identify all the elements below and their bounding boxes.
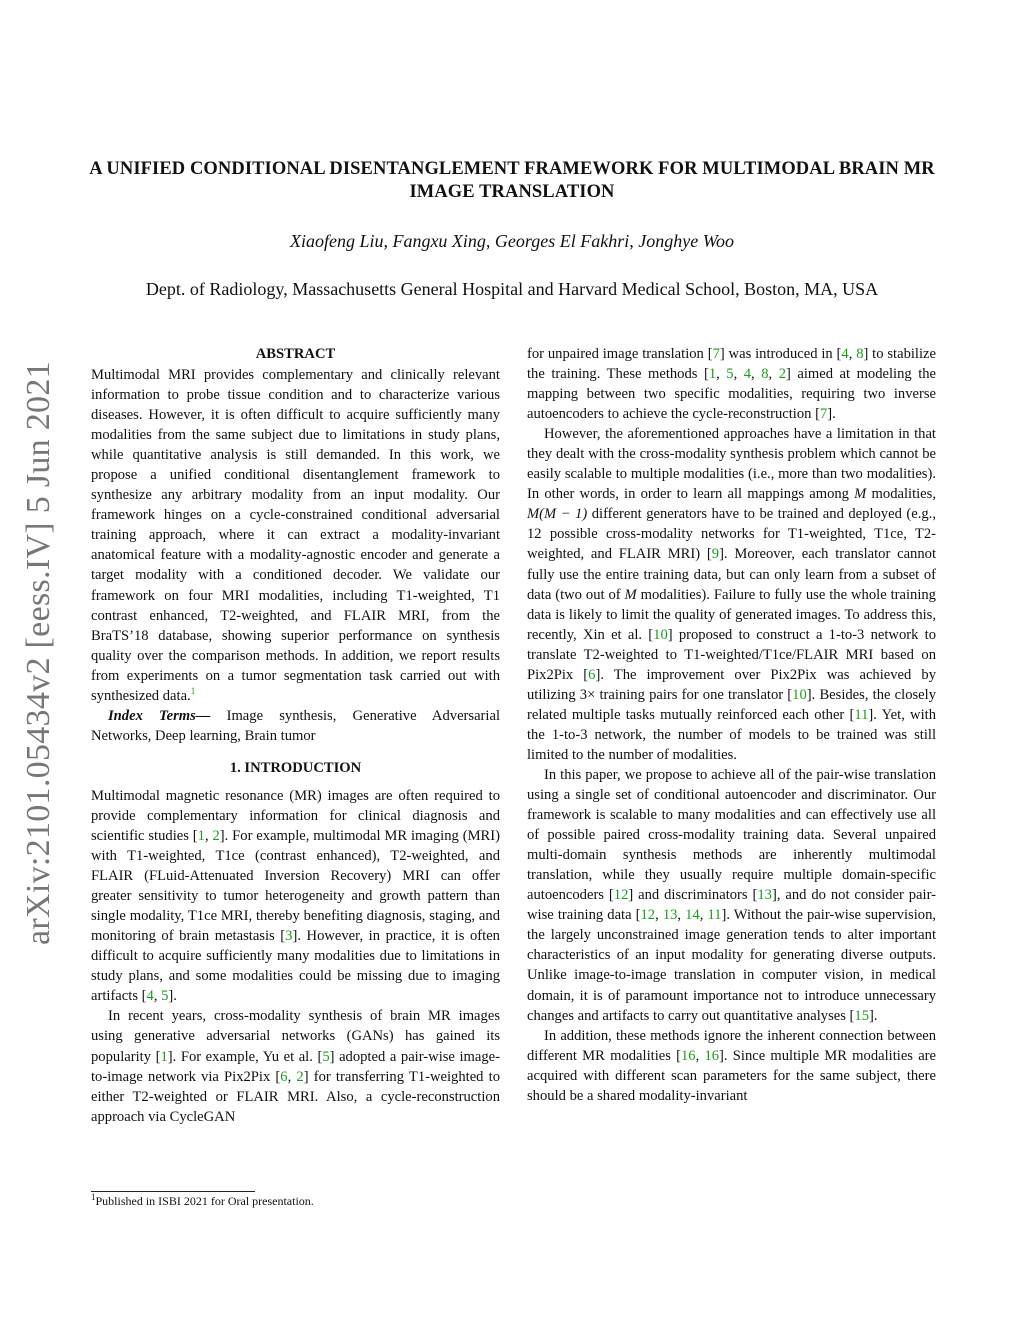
author-list: Xiaofeng Liu, Fangxu Xing, Georges El Fakhri, Jonghye Woo [289,231,735,251]
citation-link[interactable]: 3 [285,928,293,945]
citation-link[interactable]: 4 [146,988,154,1005]
intro-paragraph-6: In addition, these methods ignore the inherent connection between different MR modalities [16, 16]. Since multiple MR modalities are acquired with different scan parameters for the same subject, there should be a shared modality-invariant [527,1027,937,1104]
index-terms-text: Image synthesis, Generative Adversarial Networks, Deep learning, Brain tumor [91,707,501,744]
right-column [527,344,936,1106]
citation-link[interactable]: 1 [197,827,205,844]
index-terms [91,706,500,746]
intro-paragraph-1: Multimodal magnetic resonance (MR) images are often required to provide complementary information for clinical diagnosis and scientific studies [1, 2]. For example, multimodal MR imaging (MRI) with T1-weighted, T1ce (contrast enhanced), T2-weighted, and FLAIR (FLuid-Attenuated Inversion Recovery) MRI can offer greater sensitivity to tumor heterogeneity and growth pattern than single modality, T1ce MRI, thereby benefiting diagnosis, staging, and monitoring of brain metastasis [3]. However, in practice, it is often difficult to acquire sufficiently many modalities due to limitations in study plans, and some modalities could be missing due to imaging artifacts [4, 5]. [91,787,501,1005]
footnote-rule [91,1191,255,1192]
citation-link[interactable]: 8 [856,346,864,362]
citation-link[interactable]: 6 [588,666,596,683]
citation-link[interactable]: 4 [841,346,849,362]
citation-link[interactable]: 16 [704,1047,720,1064]
citation-link[interactable]: 6 [280,1068,288,1085]
citation-link[interactable]: 15 [854,1007,870,1024]
paper-title: A UNIFIED CONDITIONAL DISENTANGLEMENT FRAMEWORK FOR MULTIMODAL BRAIN MR IMAGE TRANSLATION [89,159,935,202]
citation-link[interactable]: 10 [653,626,668,643]
intro-paragraph-4: However, the aforementioned approaches have a limitation in that they dealt with the cross-modality synthesis problem which cannot be easily scalable to multiple modalities (i.e., more than two modalities). In other words, in order to learn all mappings among M modalities, M(M − 1) different generators have to be trained and deployed (e.g., 12 possible cross-modality networks for T1-weighted, T1ce, T2-weighted, and FLAIR MRI) [9]. Moreover, each translator cannot fully use the entire training data, but can only learn from a subset of data (two out of M modalities). Failure to fully use the whole training data is likely to limit the quality of generated images. To address this, recently, Xin et al. [10] proposed to construct a 1-to-3 network to translate T2-weighted to T1-weighted/T1ce/FLAIR MRI based on Pix2Pix [6]. The improvement over Pix2Pix was achieved by utilizing 3× training pairs for one translator [10]. Besides, the closely related multiple tasks mutually reinforced each other [11]. Yet, with the 1-to-3 network, the number of models to be trained was still limited to the number of modalities. [527,426,937,763]
footnote-text: Published in ISBI 2021 for Oral presentation. [95,1194,314,1208]
intro-paragraph-5: In this paper, we propose to achieve all of the pair-wise translation using a single set of conditional autoencoder and discriminator. Our framework is scalable to many modalities and can effectively use all of possible paired cross-modality training data. Several unpaired multi-domain synthesis methods are inherently multimodal translation, while they usually require multiple domain-specific autoencoders [12] and discriminators [13], and do not consider pair-wise training data [12, 13, 14, 11]. Without the pair-wise supervision, the largely unconstrained image generation tends to alter important characteristics of an input modality for generating diverse outputs. Unlike image-to-image translation in computer vision, in medical domain, it is of paramount importance not to introduce unnecessary changes and artifacts to carry out quantitative analyses [15]. [527,766,937,1024]
citation-link[interactable]: 14 [685,907,700,924]
abstract-text [91,365,500,706]
index-terms-label: Index Terms— [108,707,211,724]
citation-link[interactable]: 2 [212,827,220,844]
citation-link[interactable]: 10 [792,686,807,703]
citation-link[interactable]: 5 [726,366,734,383]
citation-link[interactable]: 5 [322,1048,330,1065]
citation-link[interactable]: 8 [761,366,769,383]
citation-link[interactable]: 11 [854,706,869,723]
citation-link[interactable]: 12 [613,887,629,904]
affiliation: Dept. of Radiology, Massachusetts General Hospital and Harvard Medical School, Boston, MA, USA [145,279,879,299]
citation-link[interactable]: 11 [707,907,722,924]
intro-paragraph-2: In recent years, cross-modality synthesis of brain MR images using generative adversarial networks (GANs) has gained its popularity [1]. For example, Yu et al. [5] adopted a pair-wise image-to-image network via Pix2Pix [6, 2] for transferring T1-weighted to either T2-weighted or FLAIR MRI. Also, a cycle-reconstruction approach via CycleGAN [91,1008,500,1125]
citation-link[interactable]: 7 [819,406,828,423]
footnote-mark: 1 [91,1192,96,1202]
abstract-heading: ABSTRACT [255,346,336,362]
citation-link[interactable]: 7 [712,346,720,362]
citation-link[interactable]: 1 [160,1048,168,1065]
footnote [91,1194,500,1208]
citation-link[interactable]: 5 [161,988,169,1005]
footnote-ref[interactable]: 1 [190,685,196,696]
intro-paragraph-3: for unpaired image translation [7] was introduced in [4, 8] to stabilize the training. These methods [1, 5, 4, 8, 2] aimed at modeling the mapping between two specific modalities, requiring two inverse autoencoders to achieve the cycle-reconstruction [7]. [527,346,937,423]
citation-link[interactable]: 1 [708,366,717,383]
citation-link[interactable]: 4 [743,366,752,383]
citation-link[interactable]: 2 [296,1068,304,1085]
citation-link[interactable]: 12 [640,907,656,924]
math-symbol: M [854,486,867,503]
math-expression: M(M − 1) [527,506,588,523]
citation-link[interactable]: 2 [778,366,786,383]
citation-link[interactable]: 13 [757,887,772,904]
introduction-heading: 1. INTRODUCTION [229,759,362,776]
arxiv-identifier: arXiv:2101.05434v2 [eess.IV] 5 Jun 2021 [20,361,57,945]
citation-link[interactable]: 9 [711,546,720,563]
math-symbol: M [624,586,637,603]
citation-link[interactable]: 13 [662,907,678,924]
citation-link[interactable]: 16 [680,1047,696,1064]
abstract-body: Multimodal MRI provides complementary and clinically relevant information to probe tissue condition and to characterize various diseases. However, it is often difficult to acquire sufficiently many modalities from the same subject due to limitations in study plans, while quantitative analysis is still demanded. In this work, we propose a unified conditional disentanglement framework to synthesize any arbitrary modality from an input modality. Our framework hinges on a cycle-constrained conditional adversarial training approach, where it can extract a modality-invariant anatomical feature with a modality-agnostic encoder and generate a target modality with a conditioned decoder. We validate our framework on four MRI modalities, including T1-weighted, T1 contrast enhanced, T2-weighted, and FLAIR MRI, from the BraTS’18 database, showing superior performance on synthesis quality over the comparison methods. In addition, we report results from experiments on a tumor segmentation task carried out with synthesized data. [91,367,500,704]
left-column [91,344,500,1127]
